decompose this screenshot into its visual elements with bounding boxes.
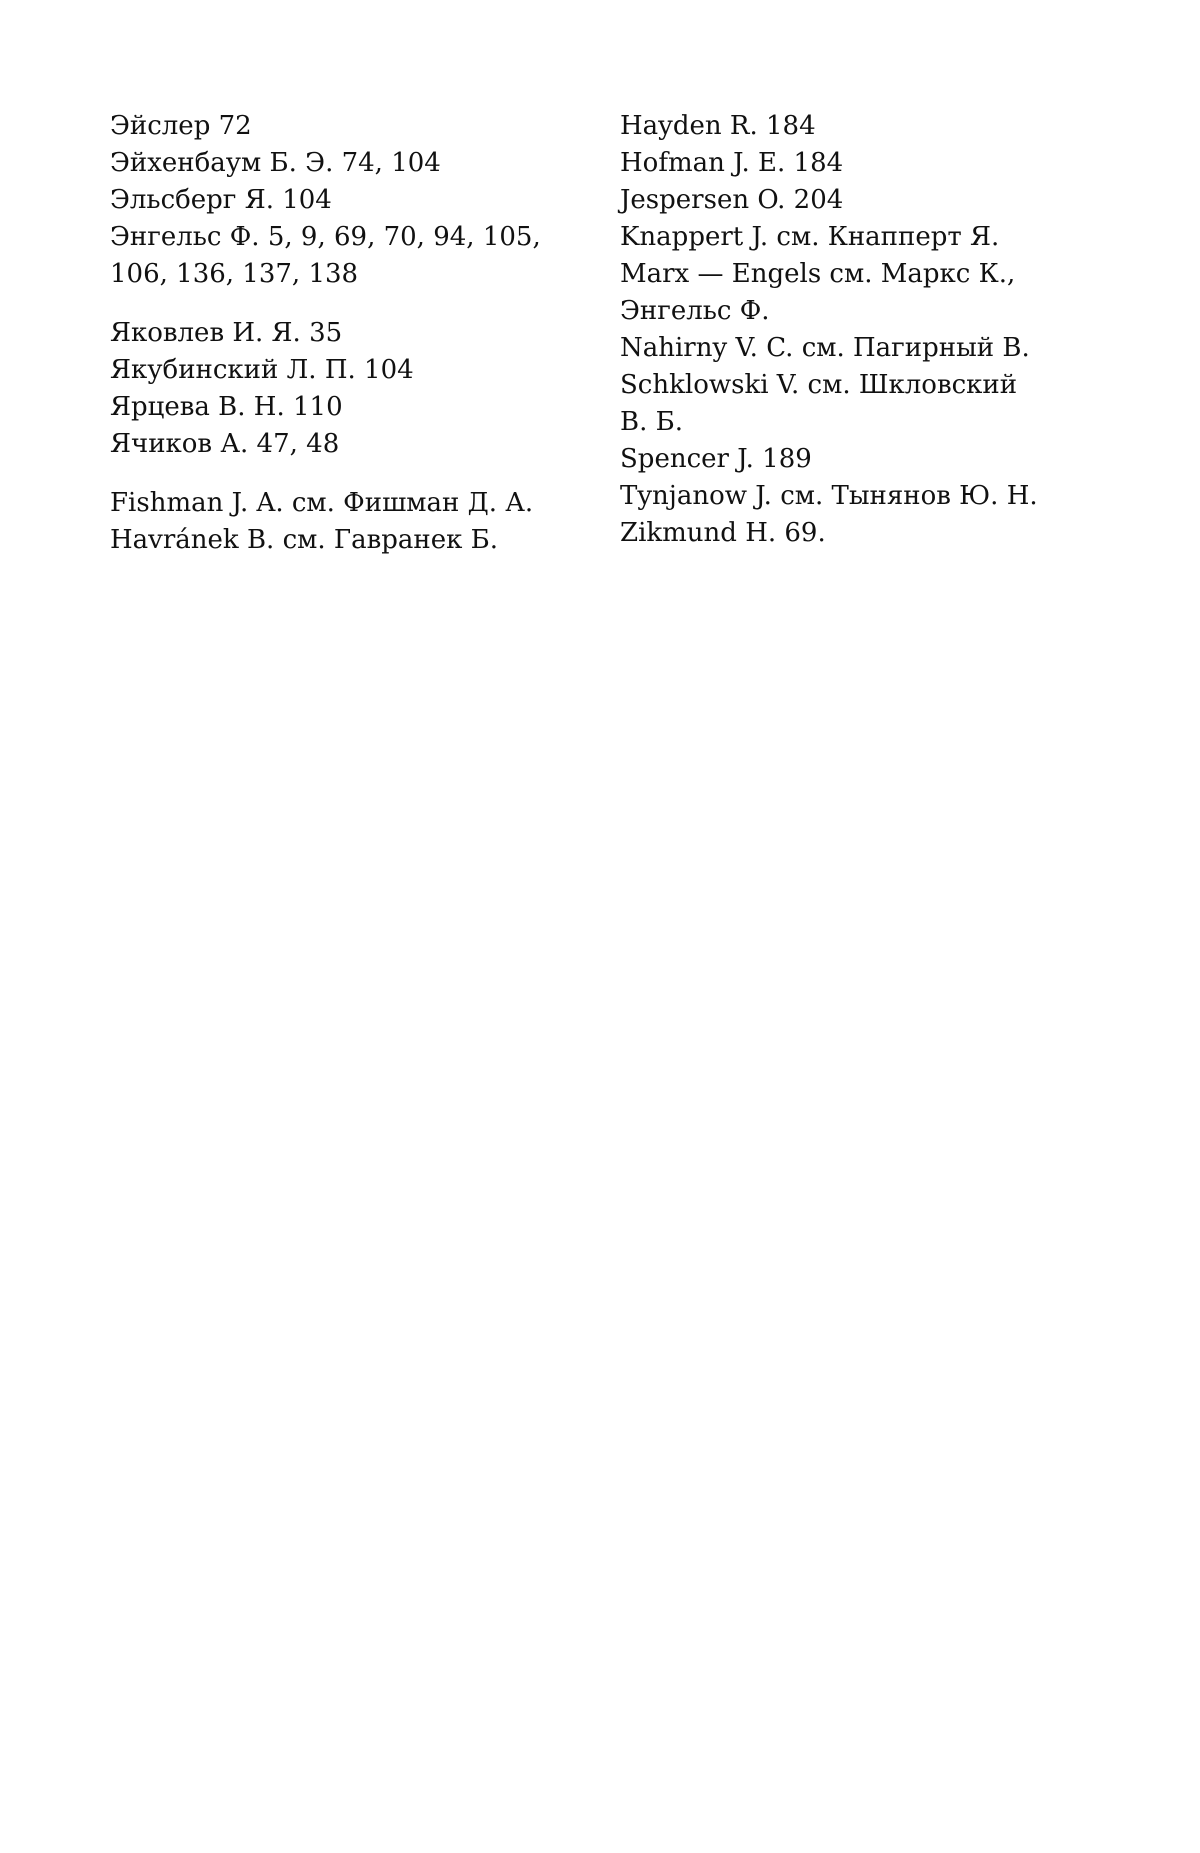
index-entry: Knappert J. см. Кнапперт Я. bbox=[620, 222, 1000, 252]
index-entry: Якубинский Л. П. 104 bbox=[110, 355, 414, 385]
index-column-right bbox=[620, 108, 1100, 552]
index-entry: Эльсберг Я. 104 bbox=[110, 185, 332, 215]
index-entry: Яковлев И. Я. 35 bbox=[110, 318, 343, 348]
index-entry bbox=[110, 219, 580, 293]
index-entry: Эйслер 72 bbox=[110, 111, 252, 141]
index-entry-main: Энгельс Ф. 5, 9, 69, 70, 94, 105, bbox=[110, 222, 541, 252]
index-entry: Hayden R. 184 bbox=[620, 111, 816, 141]
index-entry: Ярцева В. Н. 110 bbox=[110, 392, 343, 422]
index-entry: Tynjanow J. см. Тынянов Ю. Н. bbox=[620, 481, 1038, 511]
index-entry-main: Marx — Engels см. Маркс К., bbox=[620, 259, 1016, 289]
index-entry bbox=[620, 367, 1100, 441]
index-entry-main: Schklowski V. см. Шкловский bbox=[620, 370, 1018, 400]
index-entry: Hofman J. E. 184 bbox=[620, 148, 844, 178]
index-entry: Spencer J. 189 bbox=[620, 444, 812, 474]
index-entry-continuation: Энгельс Ф. bbox=[620, 296, 770, 326]
index-column-left bbox=[110, 108, 580, 559]
index-entry: Эйхенбаум Б. Э. 74, 104 bbox=[110, 148, 441, 178]
index-entry: Ячиков А. 47, 48 bbox=[110, 429, 340, 459]
index-entry: Zikmund H. 69. bbox=[620, 518, 826, 548]
index-entry: Nahirny V. C. см. Пагирный В. bbox=[620, 333, 1030, 363]
index-entry: Jespersen O. 204 bbox=[620, 185, 844, 215]
index-entry bbox=[620, 256, 1100, 330]
index-entry: Havránek B. см. Гавранек Б. bbox=[110, 525, 498, 555]
index-entry: Fishman J. A. см. Фишман Д. А. bbox=[110, 488, 534, 518]
index-entry-continuation: 106, 136, 137, 138 bbox=[110, 259, 359, 289]
index-entry-continuation: В. Б. bbox=[620, 407, 684, 437]
